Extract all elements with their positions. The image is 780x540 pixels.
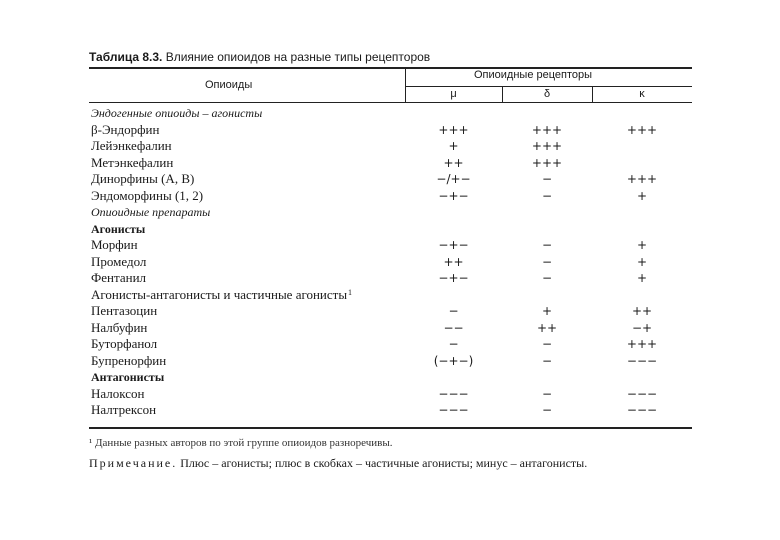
cell-kappa: + [636,254,648,269]
cell-kappa: −+ [631,320,653,335]
cell-delta: ++ [536,320,558,335]
footnote: ¹ Данные разных авторов по этой группе опиоидов разноречивы. [89,437,393,449]
table-row [89,237,692,254]
cell-kappa: −−− [626,403,658,417]
table-row [89,336,692,353]
cell-mu: −−− [438,403,469,417]
cell-mu: −+− [438,238,469,252]
cell-mu: −+− [438,188,469,203]
cell-delta: − [541,386,553,401]
table-row [89,386,692,403]
table-body [89,105,692,419]
row-name: Пентазоцин [91,303,158,318]
table-row [89,270,692,287]
row-name: Промедол [91,253,147,269]
row-name: Эндоморфины (1, 2) [91,187,204,203]
header-receptors: Опиоидные рецепторы [474,69,593,81]
cell-kappa: +++ [626,337,658,351]
table-row [89,254,692,271]
cell-kappa: +++ [626,172,658,186]
table-row [89,171,692,188]
row-name: Буторфанол [91,336,158,351]
cell-delta: − [541,337,553,351]
cell-delta: +++ [531,155,563,170]
cell-delta: − [541,403,553,417]
cell-delta: − [541,172,553,186]
cell-delta: − [541,271,553,285]
cell-mu: ++ [443,254,464,269]
cell-kappa: −−− [626,386,658,401]
table-row [89,188,692,205]
cell-delta: − [541,188,553,203]
cell-mu: −−− [438,386,469,401]
table-row [89,303,692,320]
cell-mu: − [448,304,459,318]
cell-mu: −− [443,320,464,335]
cell-kappa: −−− [626,353,658,368]
row-name: Опиоидные препараты [91,205,211,219]
row-name: Морфин [91,237,138,252]
note-text: Плюс – агонисты; плюс в скобках – частичные агонисты; минус – антагонисты. [177,456,588,470]
row-name: Бупренорфин [91,352,167,368]
header-delta: δ [543,88,551,100]
header-bottom-rule [89,102,692,103]
receptor-subheader-rule [405,86,692,87]
table-note [89,455,692,472]
note-label: Примечание. [89,456,178,470]
row-name: Антагонисты [91,370,165,384]
row-name: Эндогенные опиоиды – агонисты [91,106,263,120]
row-name: Динорфины (А, В) [91,171,195,186]
table-row [89,138,692,155]
row-name: Метэнкефалин [91,154,174,170]
cell-mu: −+− [438,271,469,285]
table-row [89,402,692,419]
table-top-rule [89,67,692,69]
header-mu: μ [450,88,457,100]
cell-mu: ++ [443,155,464,170]
cell-kappa: + [636,271,648,285]
cell-delta: − [541,353,553,368]
table-row [89,353,692,370]
row-name: Агонисты-антагонисты и частичные агонисты [91,286,348,302]
table-section-row [89,287,692,304]
row-name: Агонисты [91,221,146,236]
row-name: Налоксон [91,385,145,401]
table-row [89,122,692,139]
table-section-row [89,221,692,238]
cell-kappa: + [636,238,648,252]
row-name: Налбуфин [91,319,148,335]
cell-mu: +++ [438,122,469,137]
footnote-marker: 1 [348,287,352,297]
header-opioids: Опиоиды [205,79,253,91]
cell-mu: −/+− [436,172,471,186]
cell-delta: + [541,304,553,318]
table-row [89,155,692,172]
table-section-row [89,204,692,221]
table-number: Таблица 8.3. [89,50,163,64]
header-kappa: κ [639,88,645,100]
cell-mu: − [448,337,459,351]
cell-delta: − [541,254,553,269]
cell-mu: + [448,139,459,153]
cell-kappa: +++ [626,122,658,137]
cell-delta: +++ [531,139,563,153]
table-row [89,320,692,337]
cell-kappa: + [636,188,648,203]
table-caption [89,50,430,64]
row-name: Лейэнкефалин [91,138,172,153]
cell-mu: (−+−) [433,353,474,368]
cell-delta: +++ [531,122,563,137]
cell-delta: − [541,238,553,252]
cell-kappa: ++ [631,304,653,318]
row-name: Налтрексон [91,402,157,417]
table-section-row [89,105,692,122]
row-name: β-Эндорфин [91,121,160,137]
table-section-row [89,369,692,386]
row-name: Фентанил [91,270,147,285]
table-title: Влияние опиоидов на разные типы рецепторов [162,50,431,64]
table-bottom-rule [89,427,692,429]
